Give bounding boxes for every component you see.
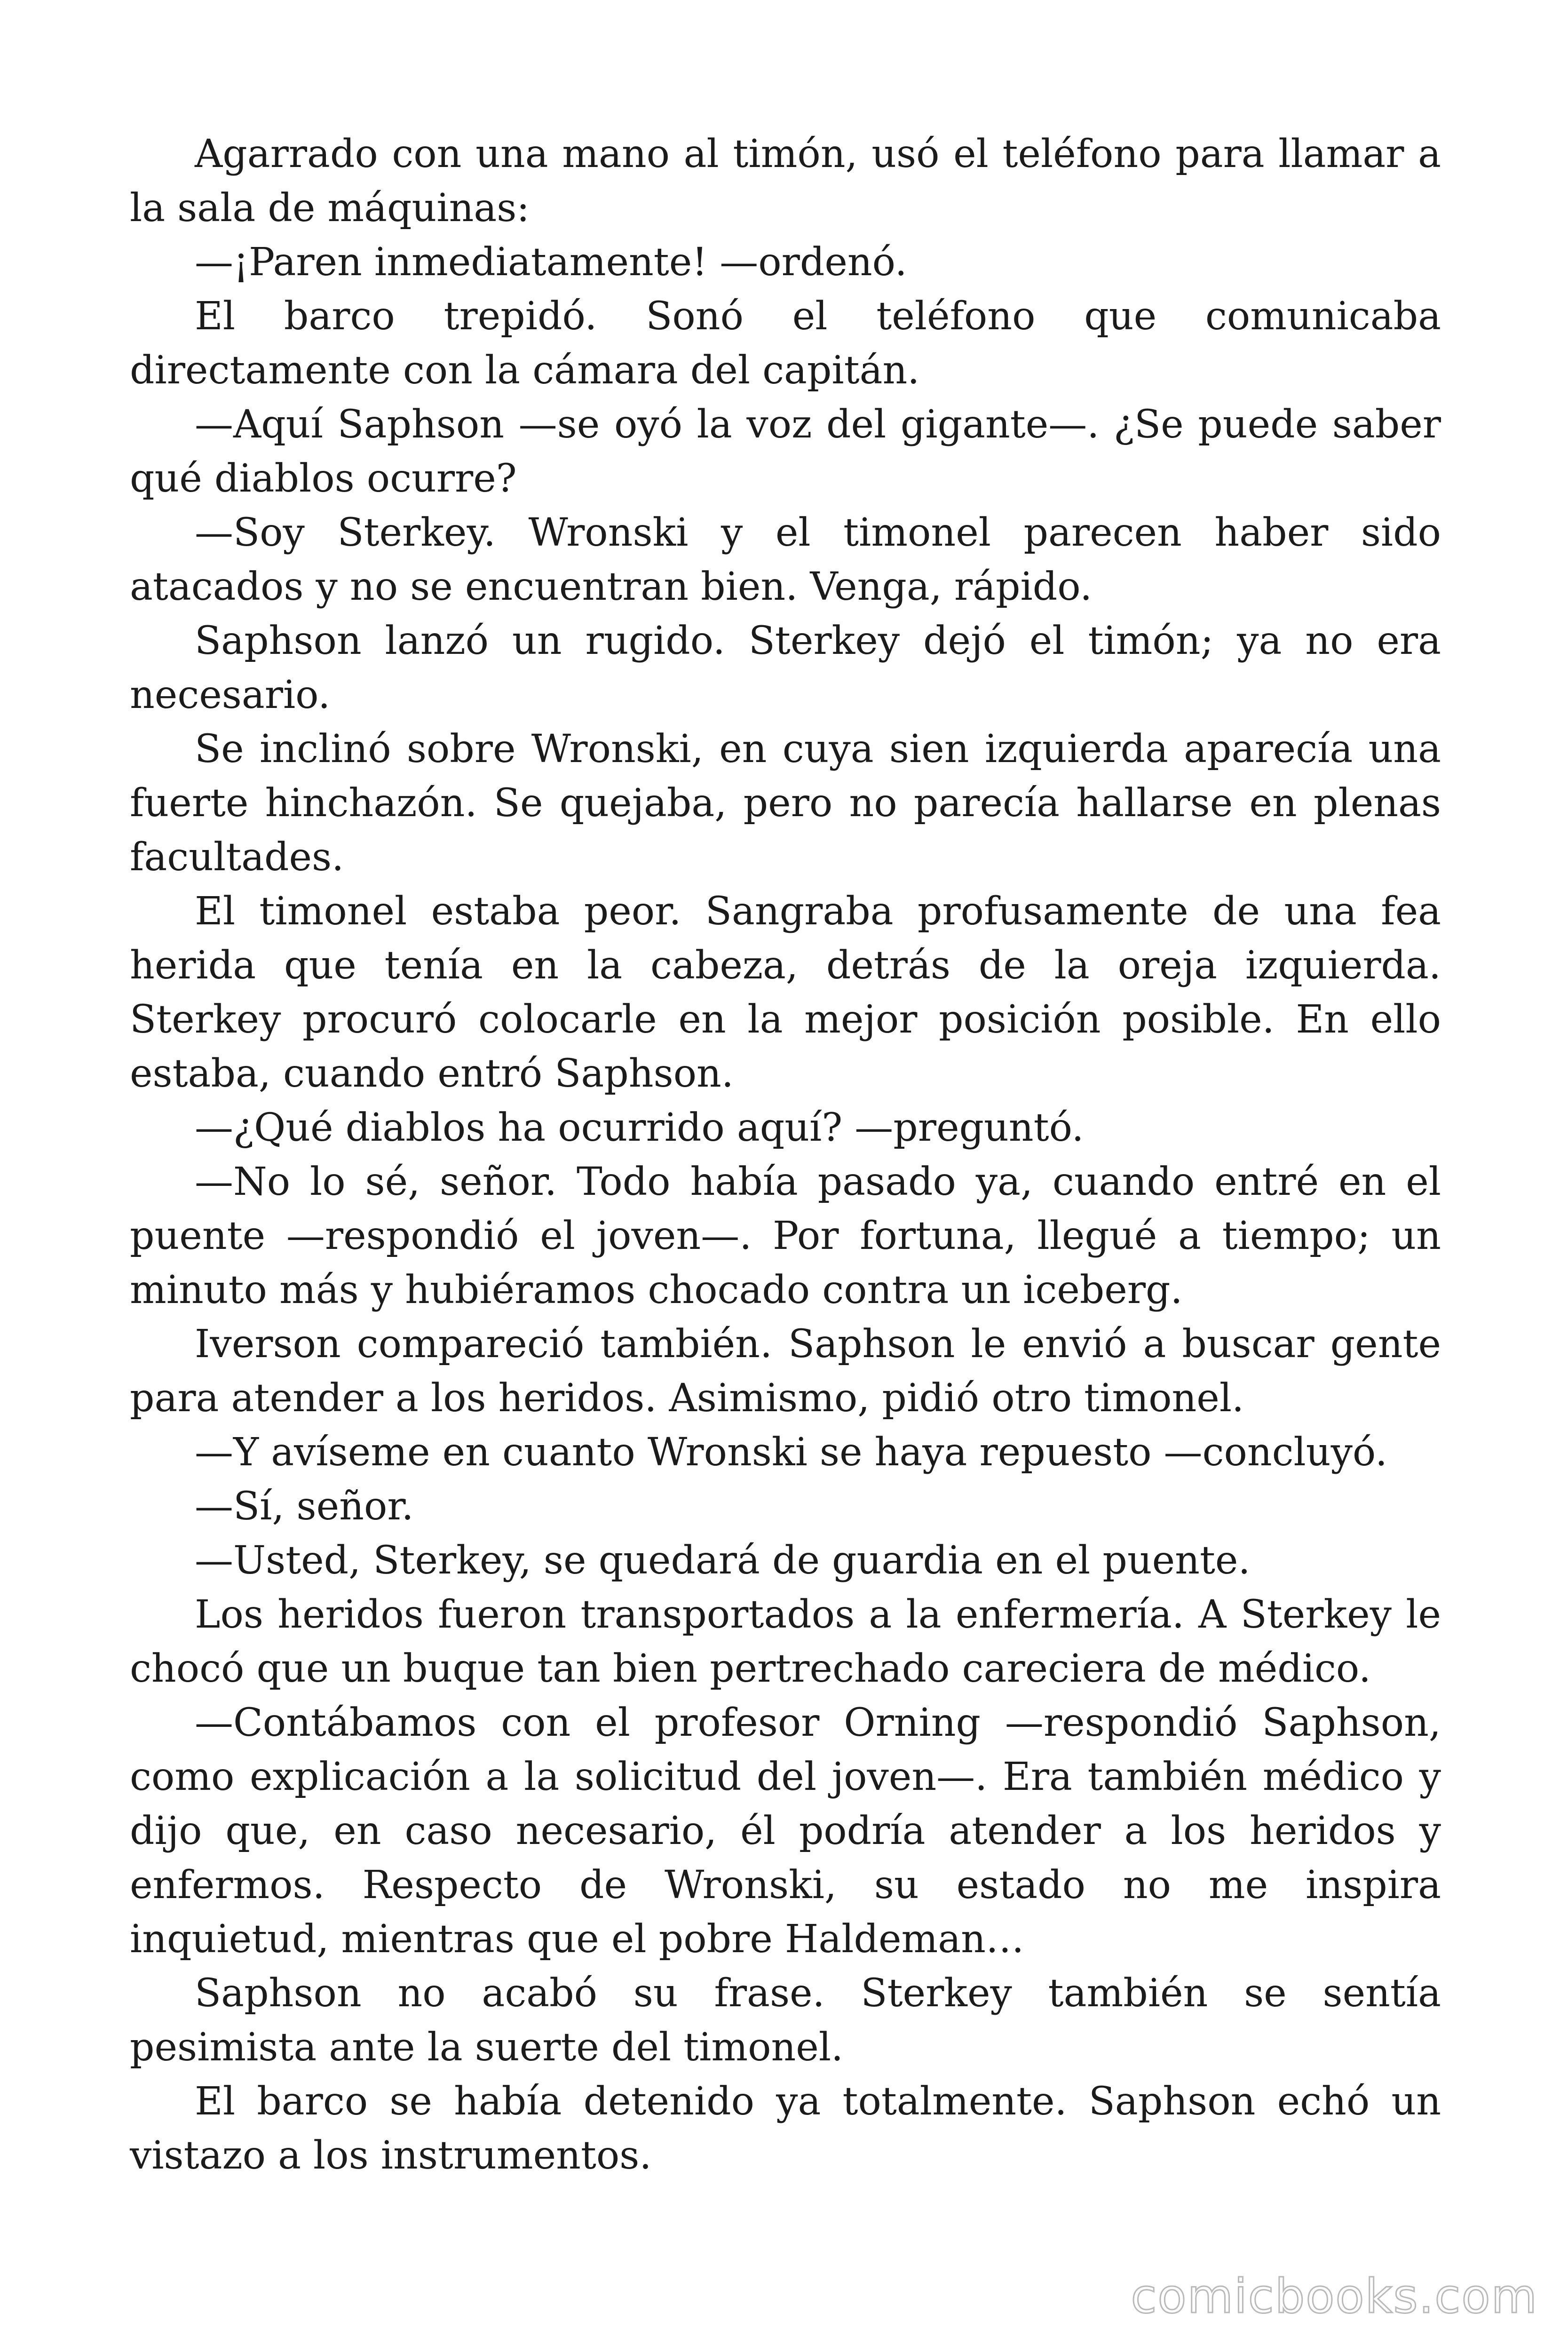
watermark: comicbooks.com	[1131, 2269, 1538, 2324]
paragraph: —¡Paren inmediatamente! —ordenó.	[195, 240, 907, 285]
paragraph: Saphson lanzó un rugido. Sterkey dejó el timón; ya no era necesario.	[130, 619, 1441, 717]
paragraph: El timonel estaba peor. Sangraba profusamente de una fea herida que tenía en la cabeza, detrás de la oreja izquierda. Sterkey procuró colocarle en la mejor posición posible. En ello estaba, cuando entró Saphson.	[130, 889, 1441, 1096]
page-text	[130, 127, 1441, 2183]
paragraph: —Y avíseme en cuanto Wronski se haya repuesto —concluyó.	[195, 1430, 1387, 1475]
paragraph: Iverson compareció también. Saphson le envió a buscar gente para atender a los heridos. Asimismo, pidió otro timonel.	[130, 1322, 1441, 1421]
paragraph: —Soy Sterkey. Wronski y el timonel parecen haber sido atacados y no se encuentran bien. Venga, rápido.	[130, 510, 1441, 609]
paragraph: Se inclinó sobre Wronski, en cuya sien izquierda aparecía una fuerte hinchazón. Se quejaba, pero no parecía hallarse en plenas facultades.	[130, 727, 1441, 880]
paragraph: El barco se había detenido ya totalmente. Saphson echó un vistazo a los instrumentos.	[130, 2079, 1441, 2178]
paragraph: —Aquí Saphson —se oyó la voz del gigante—. ¿Se puede saber qué diablos ocurre?	[130, 402, 1441, 501]
paragraph: Saphson no acabó su frase. Sterkey también se sentía pesimista ante la suerte del timonel.	[130, 1971, 1441, 2070]
paragraph: —Usted, Sterkey, se quedará de guardia en el puente.	[195, 1538, 1251, 1583]
paragraph: Los heridos fueron transportados a la enfermería. A Sterkey le chocó que un buque tan bien pertrechado careciera de médico.	[130, 1592, 1441, 1691]
paragraph: El barco trepidó. Sonó el teléfono que comunicaba directamente con la cámara del capitán.	[130, 294, 1441, 393]
paragraph: —Contábamos con el profesor Orning —respondió Saphson, como explicación a la solicitud del joven—. Era también médico y dijo que, en caso necesario, él podría atender a los heridos y enfermos. Respecto de Wronski, su estado no me inspira inquietud, mientras que el pobre Haldeman…	[130, 1700, 1441, 1962]
paragraph: —No lo sé, señor. Todo había pasado ya, cuando entré en el puente —respondió el joven—. Por fortuna, llegué a tiempo; un minuto más y hubiéramos chocado contra un iceberg.	[130, 1160, 1441, 1312]
paragraph: —Sí, señor.	[195, 1484, 414, 1529]
paragraph: —¿Qué diablos ha ocurrido aquí? —preguntó.	[195, 1105, 1084, 1150]
paragraph: Agarrado con una mano al timón, usó el teléfono para llamar a la sala de máquinas:	[130, 132, 1441, 230]
